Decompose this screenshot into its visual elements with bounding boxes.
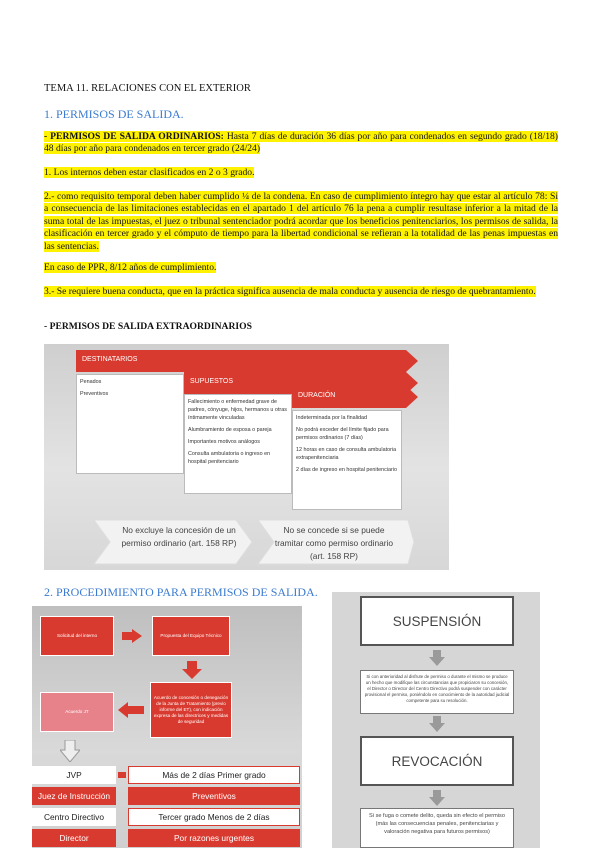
arrow-left-icon — [118, 702, 144, 718]
arrow-down-icon — [429, 790, 445, 806]
arrow-down-icon — [429, 650, 445, 666]
arrow-right-icon — [406, 386, 418, 408]
revocacion-title: REVOCACIÓN — [360, 736, 514, 786]
suspension-title: SUSPENSIÓN — [360, 596, 514, 646]
paragraph-requisito-1: 1. Los internos deben estar clasificados en 2 o 3 grado. — [44, 167, 255, 178]
suspension-revocation-diagram — [332, 592, 540, 848]
arrow-right-icon — [132, 629, 142, 643]
paragraph-ordinarios — [44, 131, 558, 156]
duracion-bar: DURACIÓN — [292, 386, 406, 408]
step-solicitud: Solicitud del interno — [40, 616, 114, 656]
row-right-jvp: Más de 2 días Primer grado — [128, 766, 300, 784]
row-left-juez: Juez de Instrucción — [32, 787, 116, 805]
suspension-text: Si con anterioridad al disfrute de permiso o durante el mismo se produce un hecho que modifique las circunstancias que propiciaron su concesión, el Director o Director del Centro Directivo podrá suspender con carácter provisional el permiso, poniéndolo en conocimiento de la autoridad judicial competente para su resolución. — [360, 670, 514, 714]
destinatarios-box: Penados Preventivos — [76, 374, 184, 474]
ordinarios-label: - PERMISOS DE SALIDA ORDINARIOS: — [44, 131, 224, 142]
paragraph-requisito-3: 3.- Se requiere buena conducta, que en la práctica significa ausencia de mala conducta y ausencia de riesgo de quebrantamiento. — [44, 286, 536, 297]
arrow-down-icon — [60, 740, 80, 762]
step-acuerdo-jt: Acuerdo de concesión o denegación de la Junta de Tratamiento (previo informe del ET), con indicación expresa de las directrices y medidas de seguridad — [150, 682, 232, 738]
paragraph-requisito-2: 2.- como requisito temporal deben haber cumplido ¼ de la condena. En caso de cumplimiento íntegro hay que estar al artículo 78: Si a consecuencia de las limitaciones establecidas en el apartado 1 del artículo 76 la pena a cumplir resultase inferior a la mitad de la suma total de las impuestas, el juez o tribunal sentenciador podrá acordar que los beneficios penitenciarios, los permisos de salida, la clasificación en tercer grado y el cómputo de tiempo para la libertad condicional se refieran a la totalidad de las penas impuestas en las sentencias. — [44, 191, 558, 252]
section-heading-procedimiento: 2. PROCEDIMIENTO PARA PERMISOS DE SALIDA. — [44, 585, 318, 599]
arrow-down-icon — [182, 661, 202, 679]
chevron-text-ordinario: No excluye la concesión de un permiso ordinario (art. 158 RP) — [121, 525, 237, 548]
arrow-right-icon — [406, 350, 418, 372]
section-heading-permisos: 1. PERMISOS DE SALIDA. — [44, 107, 184, 121]
row-right-juez: Preventivos — [128, 787, 300, 805]
procedure-diagram — [32, 606, 302, 848]
duracion-box: Indeterminada por la finalidad No podrá exceder del límite fijado para permisos ordinarios (7 días) 12 horas en caso de consulta ambulatoria extrapenitenciaria 2 días de ingreso en hospital penitenciario — [292, 410, 402, 510]
step-acuerdo: Acuerdo JT — [40, 692, 114, 732]
arrow-down-icon — [429, 716, 445, 732]
row-left-centro: Centro Directivo — [32, 808, 116, 826]
row-left-jvp: JVP — [32, 766, 116, 784]
paragraph-ppr: En caso de PPR, 8/12 años de cumplimiento. — [44, 262, 217, 273]
supuestos-box: Fallecimiento o enfermedad grave de padres, cónyuge, hijos, hermanos u otras íntimamente vinculadas Alumbramiento de esposa o pareja Importantes motivos análogos Consulta ambulatoria o ingreso en hospital penitenciario — [184, 394, 292, 494]
row-right-director: Por razones urgentes — [128, 829, 300, 847]
step-propuesta: Propuesta del Equipo Técnico — [152, 616, 230, 656]
topic-heading: TEMA 11. RELACIONES CON EL EXTERIOR — [44, 83, 251, 94]
destinatarios-bar: DESTINATARIOS — [76, 350, 406, 372]
row-right-centro: Tercer grado Menos de 2 días — [128, 808, 300, 826]
row-left-director: Director — [32, 829, 116, 847]
supuestos-bar: SUPUESTOS — [184, 372, 406, 394]
chevron-text-no-concede: No se concede si se puede tramitar como permiso ordinario (art. 158 RP) — [274, 525, 394, 561]
extra-heading: - PERMISOS DE SALIDA EXTRAORDINARIOS — [44, 321, 252, 332]
revocacion-text: Si se fuga o comete delito, queda sin efecto el permiso (más las consecuencias penales, penitenciarias y valoración negativa para futuros permisos) — [360, 808, 514, 848]
ordinarios-text: Hasta 7 días de duración 36 días por año para condenados en segundo grado (18/18) 48 días por año para condenados en tercer grado (24/24) — [44, 131, 559, 155]
